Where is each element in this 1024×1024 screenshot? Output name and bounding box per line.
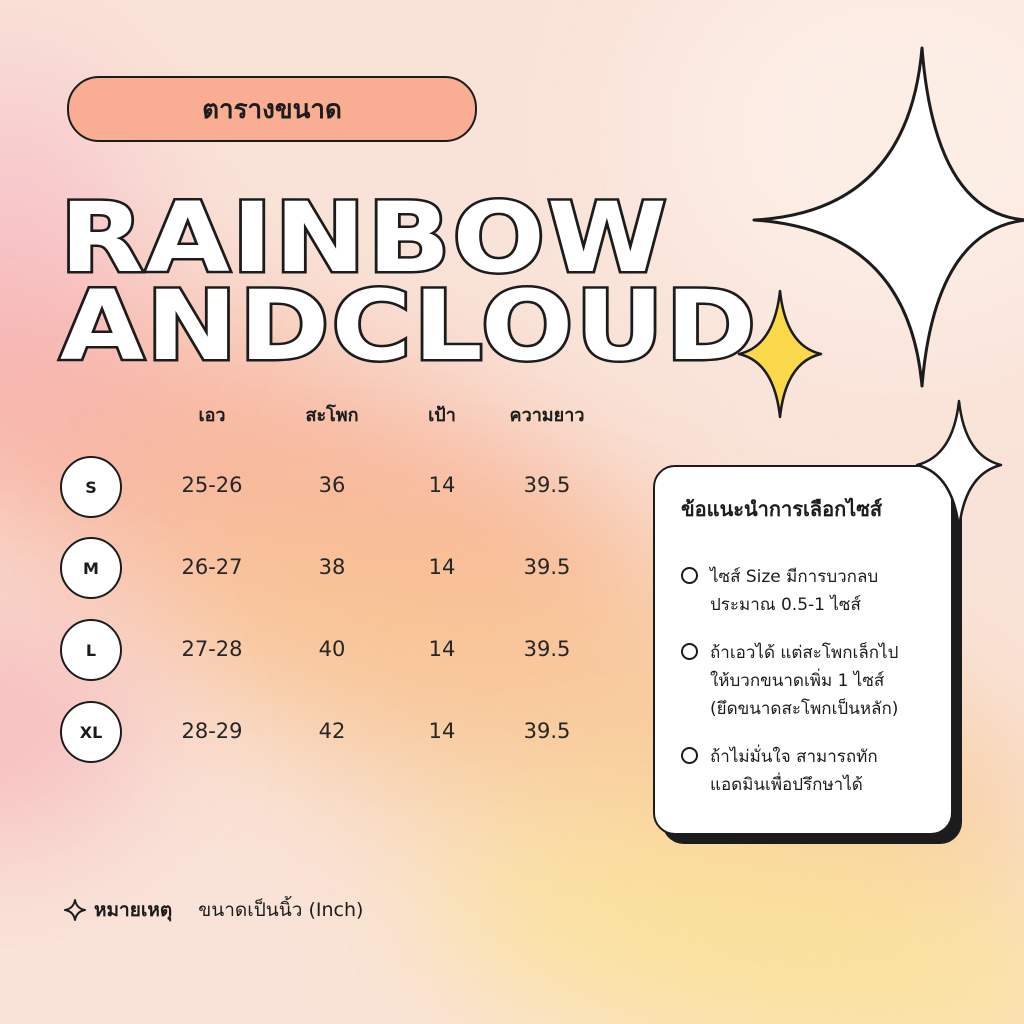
table-cell: 42 — [318, 719, 346, 743]
table-cell: 39.5 — [523, 719, 571, 743]
footnote — [64, 895, 363, 925]
size-badge-s: S — [60, 456, 122, 518]
advice-tip: ถ้าเอวได้ แต่สะโพกเล็กไป ให้บวกขนาดเพิ่ม 1 ไซส์ (ยึดขนาดสะโพกเป็นหลัก) — [681, 639, 898, 723]
size-chart-pill — [67, 76, 477, 142]
yellow-sparkle-icon — [736, 288, 824, 420]
table-cell: 27-28 — [181, 637, 243, 661]
column-header-waist: เอว — [198, 405, 226, 426]
size-badge-xl: XL — [60, 701, 122, 763]
brand-title-line-1: RAINBOW — [60, 182, 670, 294]
table-cell: 14 — [428, 555, 456, 579]
table-cell: 39.5 — [523, 637, 571, 661]
table-cell: 14 — [428, 473, 456, 497]
table-cell: 25-26 — [181, 473, 243, 497]
table-cell: 38 — [318, 555, 346, 579]
size-badge-l: L — [60, 619, 122, 681]
table-cell: 40 — [318, 637, 346, 661]
small-sparkle-icon — [914, 398, 1004, 532]
footnote-text: ขนาดเป็นนิ้ว (Inch) — [198, 899, 364, 921]
table-cell: 39.5 — [523, 473, 571, 497]
advice-title: ข้อแนะนำการเลือกไซส์ — [681, 497, 883, 521]
table-cell: 36 — [318, 473, 346, 497]
table-cell: 26-27 — [181, 555, 243, 579]
brand-title-line-2: ANDCLOUD — [60, 270, 759, 382]
size-badge-m: M — [60, 537, 122, 599]
advice-card — [653, 465, 953, 835]
table-cell: 14 — [428, 719, 456, 743]
table-cell: 14 — [428, 637, 456, 661]
sparkle-outline-icon — [64, 899, 86, 921]
column-header-hip: สะโพก — [305, 405, 359, 426]
bullet-circle-icon — [681, 567, 698, 584]
advice-tip: ไซส์ Size มีการบวกลบ ประมาณ 0.5-1 ไซส์ — [681, 563, 878, 619]
bullet-circle-icon — [681, 643, 698, 660]
footnote-label: หมายเหตุ — [94, 899, 173, 921]
size-chart-label: ตารางขนาด — [202, 94, 342, 125]
column-header-rise: เป้า — [428, 405, 456, 426]
table-cell: 39.5 — [523, 555, 571, 579]
column-header-length: ความยาว — [509, 405, 585, 426]
advice-tip: ถ้าไม่มั่นใจ สามารถทัก แอดมินเพื่อปรึกษาได้ — [681, 743, 878, 799]
bullet-circle-icon — [681, 747, 698, 764]
table-cell: 28-29 — [181, 719, 243, 743]
